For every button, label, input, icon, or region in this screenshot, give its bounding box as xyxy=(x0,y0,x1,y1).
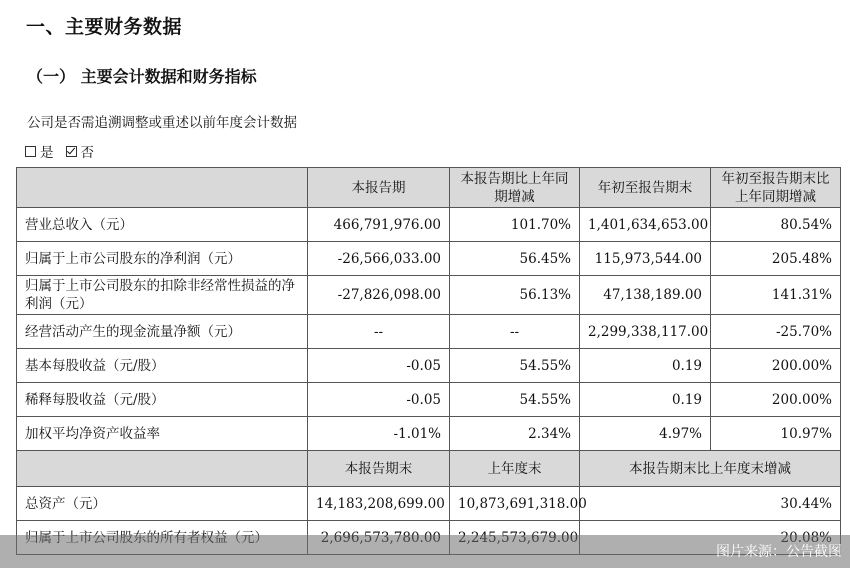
cell-value: -26,566,033.00 xyxy=(308,242,450,276)
option-no-label: 否 xyxy=(80,145,94,161)
table-row xyxy=(17,349,841,383)
cell-value: 200.00% xyxy=(711,349,841,383)
cell-value: 4.97% xyxy=(580,417,711,451)
cell-value: 14,183,208,699.00 xyxy=(308,487,450,521)
table2-header-row xyxy=(17,451,841,487)
row-label: 归属于上市公司股东的净利润（元） xyxy=(17,242,308,276)
cell-value: 54.55% xyxy=(450,349,580,383)
section-title: 一、主要财务数据 xyxy=(26,16,183,38)
cell-value: 115,973,544.00 xyxy=(580,242,711,276)
row-label: 加权平均净资产收益率 xyxy=(17,417,308,451)
cell-value: 0.19 xyxy=(580,349,711,383)
row-label: 稀释每股收益（元/股） xyxy=(17,383,308,417)
cell-value: -1.01% xyxy=(308,417,450,451)
header-ytd-yoy: 年初至报告期末比上年同期增减 xyxy=(711,168,841,208)
cell-value: 56.13% xyxy=(450,276,580,315)
table-row xyxy=(17,487,841,521)
header-period-end-change: 本报告期末比上年度末增减 xyxy=(580,451,841,487)
row-label: 归属于上市公司股东的扣除非经常性损益的净利润（元） xyxy=(17,276,308,315)
cell-value: 466,791,976.00 xyxy=(308,208,450,242)
table-row xyxy=(17,383,841,417)
cell-value: 200.00% xyxy=(711,383,841,417)
cell-value: -- xyxy=(308,315,450,349)
cell-value: 47,138,189.00 xyxy=(580,276,711,315)
watermark-text: 图片来源：公告截图 xyxy=(716,544,842,560)
cell-value: 1,401,634,653.00 xyxy=(580,208,711,242)
cell-value: 54.55% xyxy=(450,383,580,417)
header-current-period: 本报告期 xyxy=(308,168,450,208)
table-row xyxy=(17,208,841,242)
cell-value: -27,826,098.00 xyxy=(308,276,450,315)
header-corner-cell xyxy=(17,451,308,487)
cell-value: 2,299,338,117.00 xyxy=(580,315,711,349)
checkbox-no-checked-icon xyxy=(66,146,77,157)
cell-value: -0.05 xyxy=(308,349,450,383)
cell-value: 30.44% xyxy=(580,487,841,521)
header-corner-cell xyxy=(17,168,308,208)
cell-value: 10.97% xyxy=(711,417,841,451)
cell-value: -0.05 xyxy=(308,383,450,417)
row-label: 经营活动产生的现金流量净额（元） xyxy=(17,315,308,349)
table1-header-row xyxy=(17,168,841,208)
option-yes-label: 是 xyxy=(40,145,54,161)
retro-adjust-options xyxy=(25,141,94,161)
cell-value: 56.45% xyxy=(450,242,580,276)
checkbox-yes-icon xyxy=(25,146,36,157)
table-row xyxy=(17,242,841,276)
table-row xyxy=(17,276,841,315)
header-ytd: 年初至报告期末 xyxy=(580,168,711,208)
header-prior-year-end: 上年度末 xyxy=(450,451,580,487)
header-current-period-yoy: 本报告期比上年同期增减 xyxy=(450,168,580,208)
retro-adjust-question: 公司是否需追溯调整或重述以前年度会计数据 xyxy=(27,115,297,131)
cell-value: 0.19 xyxy=(580,383,711,417)
row-label: 营业总收入（元） xyxy=(17,208,308,242)
cell-value: 80.54% xyxy=(711,208,841,242)
cell-value: 205.48% xyxy=(711,242,841,276)
table-row xyxy=(17,315,841,349)
cell-value: -- xyxy=(450,315,580,349)
header-period-end: 本报告期末 xyxy=(308,451,450,487)
financial-data-table xyxy=(16,167,841,555)
cell-value: 10,873,691,318.00 xyxy=(450,487,580,521)
table-row xyxy=(17,417,841,451)
cell-value: 101.70% xyxy=(450,208,580,242)
cell-value: -25.70% xyxy=(711,315,841,349)
subsection-title: （一） 主要会计数据和财务指标 xyxy=(27,67,257,86)
row-label: 总资产（元） xyxy=(17,487,308,521)
cell-value: 141.31% xyxy=(711,276,841,315)
row-label: 基本每股收益（元/股） xyxy=(17,349,308,383)
cell-value: 2.34% xyxy=(450,417,580,451)
